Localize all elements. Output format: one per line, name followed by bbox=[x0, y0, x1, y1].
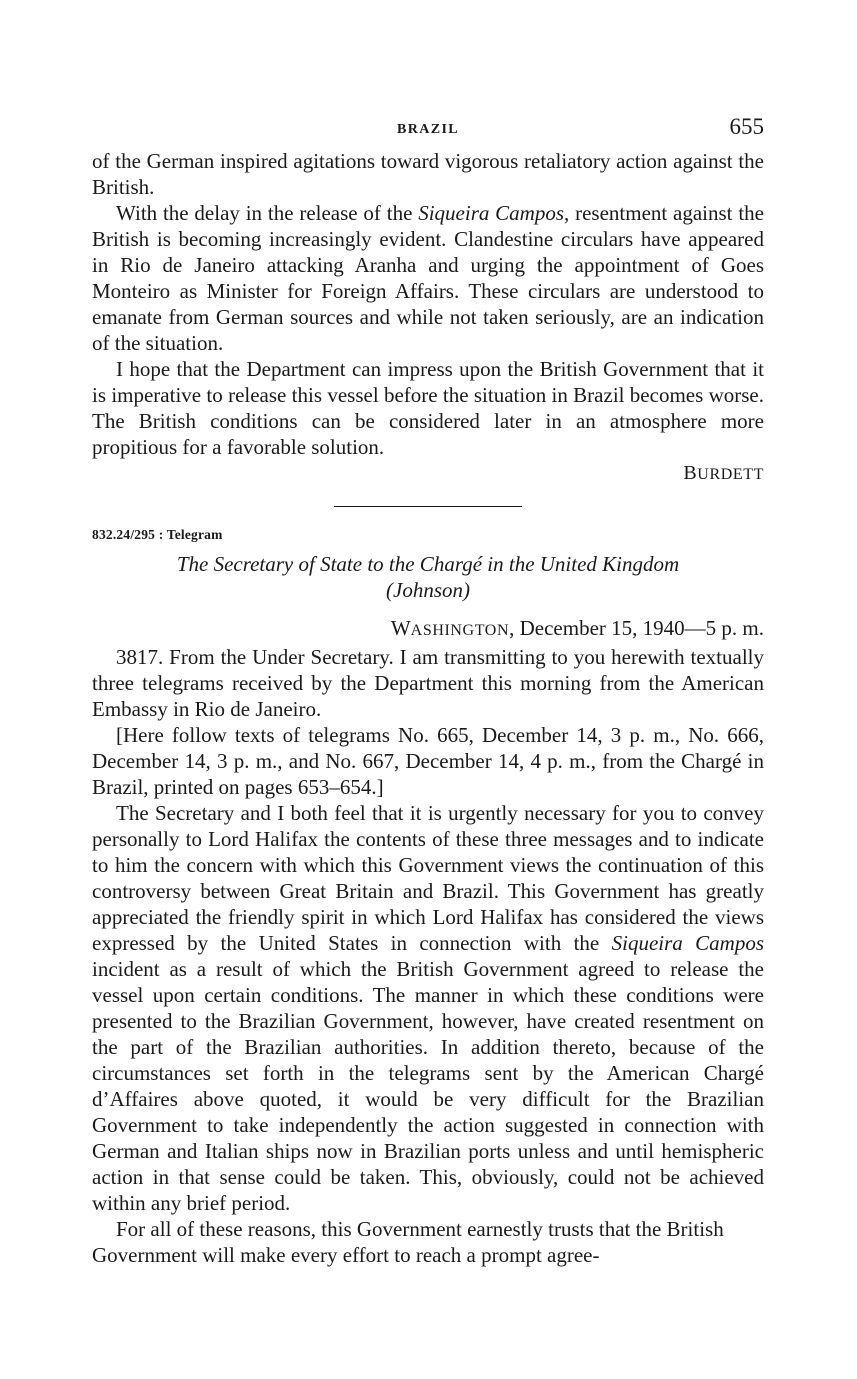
document-title bbox=[92, 551, 764, 603]
body-paragraph bbox=[92, 200, 764, 356]
section-divider bbox=[334, 506, 522, 507]
dateline-place: ASHINGTON bbox=[410, 622, 510, 639]
body-paragraph: 3817. From the Under Secretary. I am transmitting to you herewith textually three telegrams received by the Department this morning from the American Embassy in Rio de Janeiro. bbox=[92, 645, 764, 721]
body-paragraph bbox=[92, 800, 764, 1216]
paragraph-text: incident as a result of which the British Government agreed to release the vessel upon certain conditions. The manner in which these conditions were presented to the Brazilian Government, however, have created resentment on the part of the Brazilian authorities. In addition thereto, because of the circumstances set forth in the telegrams sent by the American Chargé d’Affaires above quoted, it would be very difficult for the Brazilian Government to take independently the action suggested in connection with German and Italian ships now in Brazilian ports unless and until hemispheric action in that sense could be taken. This, obviously, could not be achieved within any brief period. bbox=[92, 957, 764, 1215]
dateline-place-initial: W bbox=[390, 616, 411, 640]
ship-name: Siqueira Campos bbox=[611, 931, 764, 955]
body-paragraph: For all of these reasons, this Government earnestly trusts that the British Government will make every effort to reach a prompt agree- bbox=[92, 1217, 724, 1267]
body-paragraph: I hope that the Department can impress upon the British Government that it is imperative to release this vessel before the situation in Brazil becomes worse. The British conditions can be considered later in an atmosphere more propitious for a favorable solution. bbox=[92, 357, 764, 459]
continuation-paragraph: of the German inspired agitations toward vigorous retaliatory action against the British. bbox=[92, 149, 764, 199]
signature-initial: B bbox=[683, 462, 698, 484]
paragraph-text: , resentment against the British is becoming increasingly evident. Clandestine circulars have appeared in Rio de Janeiro attacking Aranha and urging the appointment of Goes Monteiro as Minister for Foreign Affairs. These circulars are understood to emanate from German sources and while not taken seriously, are an indication of the situation. bbox=[92, 201, 764, 355]
running-title: BRAZIL bbox=[396, 122, 460, 137]
page-number: 655 bbox=[729, 114, 764, 139]
document-page bbox=[92, 114, 764, 1268]
editorial-note: [Here follow texts of telegrams No. 665, December 14, 3 p. m., No. 666, December 14, 3 p. m., and No. 667, December 14, 4 p. m., from the Chargé in Brazil, printed on pages 653–654.] bbox=[92, 723, 764, 799]
document-title-addressee: (Johnson) bbox=[386, 578, 470, 602]
document-title-line: The Secretary of State to the Chargé in the United Kingdom bbox=[176, 552, 680, 576]
signature-rest: URDETT bbox=[697, 466, 764, 483]
signature bbox=[92, 460, 764, 486]
file-reference: 832.24/295 : Telegram bbox=[92, 527, 223, 542]
paragraph-text: With the delay in the release of the bbox=[116, 201, 419, 225]
dateline bbox=[92, 615, 764, 644]
ship-name: Siqueira Campos bbox=[418, 201, 565, 225]
running-header bbox=[92, 114, 764, 148]
paragraph-text: The Secretary and I both feel that it is urgently necessary for you to convey personally to Lord Halifax the contents of these three messages and to indicate to him the concern with which this Government views the continuation of this controversy between Great Britain and Brazil. This Government has greatly appreciated the friendly spirit in which Lord Halifax has considered the views expressed by the United States in connection with the bbox=[92, 801, 764, 955]
dateline-date: , December 15, 1940—5 p. m. bbox=[509, 616, 764, 640]
